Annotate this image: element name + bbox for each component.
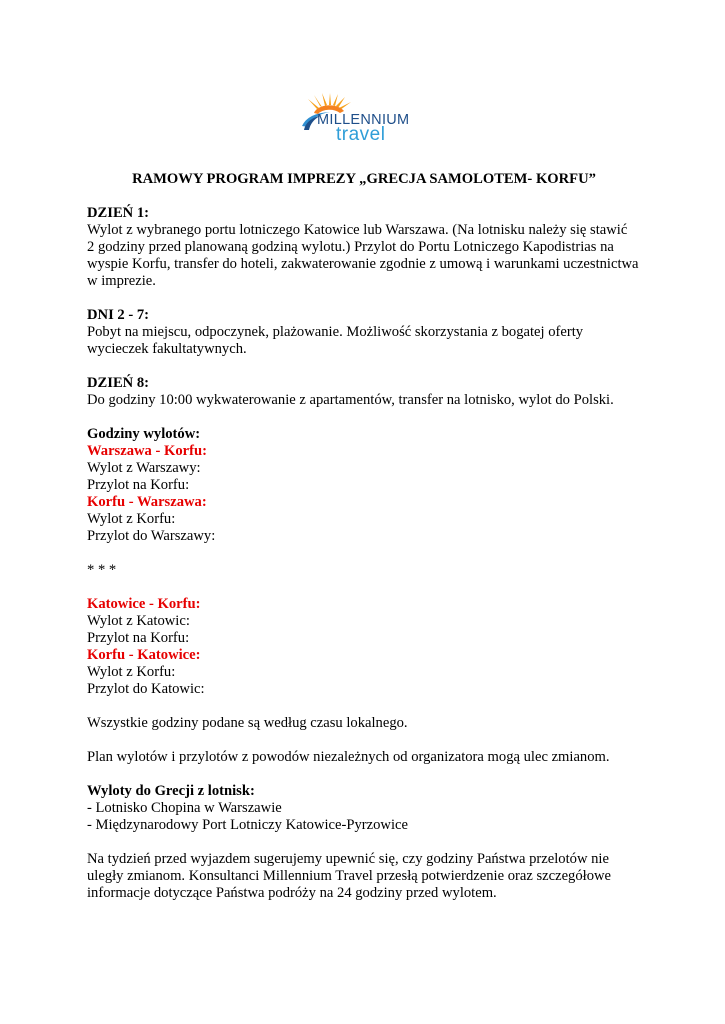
days27-heading: DNI 2 - 7: — [87, 307, 150, 323]
final-line: Na tydzień przed wyjazdem sugerujemy upewnić się, czy godziny Państwa przelotów nie — [87, 851, 609, 867]
flight-line: Przylot na Korfu: — [87, 630, 190, 646]
day8-heading: DZIEŃ 8: — [87, 375, 150, 391]
route-katowice-korfu: Katowice - Korfu: — [87, 596, 201, 612]
day1-heading: DZIEŃ 1: — [87, 205, 150, 221]
day1-line: wyspie Korfu, transfer do hoteli, zakwaterowanie zgodnie z umową i warunkami uczestnictwa — [87, 256, 639, 272]
days27-line: Pobyt na miejscu, odpoczynek, plażowanie. Możliwość skorzystania z bogatej oferty — [87, 324, 584, 340]
flight-line: Wylot z Korfu: — [87, 511, 176, 527]
flight-line: Przylot na Korfu: — [87, 477, 190, 493]
flight-line: Wylot z Korfu: — [87, 664, 176, 680]
route-korfu-katowice: Korfu - Katowice: — [87, 647, 201, 663]
document-body — [87, 171, 647, 902]
flight-line: Przylot do Katowic: — [87, 681, 205, 697]
final-line: informacje dotyczące Państwa podróży na 24 godziny przed wylotem. — [87, 885, 497, 901]
separator: * * * — [87, 562, 117, 578]
days27-line: wycieczek fakultatywnych. — [87, 341, 247, 357]
route-warsaw-korfu: Warszawa - Korfu: — [87, 443, 207, 459]
logo-brand-text: MILLENNIUM — [317, 112, 410, 128]
millennium-travel-logo — [300, 93, 432, 149]
final-line: uległy zmianom. Konsultanci Millennium Travel przesłą potwierdzenie oraz szczegółowe — [87, 868, 612, 884]
route-korfu-warsaw: Korfu - Warszawa: — [87, 494, 207, 510]
flights-heading: Godziny wylotów: — [87, 426, 201, 442]
document-title: RAMOWY PROGRAM IMPREZY „GRECJA SAMOLOTEM- KORFU” — [132, 171, 596, 187]
flight-line: Wylot z Warszawy: — [87, 460, 201, 476]
flight-line: Przylot do Warszawy: — [87, 528, 216, 544]
airports-heading: Wyloty do Grecji z lotnisk: — [87, 783, 255, 799]
day1-line: Wylot z wybranego portu lotniczego Katowice lub Warszawa. (Na lotnisku należy się stawić — [87, 222, 628, 238]
airport-item: - Lotnisko Chopina w Warszawie — [87, 800, 282, 816]
day8-line: Do godziny 10:00 wykwaterowanie z apartamentów, transfer na lotnisko, wylot do Polski. — [87, 392, 614, 408]
logo-sub-text: travel — [336, 124, 386, 145]
local-time-note: Wszystkie godziny podane są według czasu lokalnego. — [87, 715, 408, 731]
day1-line: 2 godziny przed planowaną godziną wylotu.) Przylot do Portu Lotniczego Kapodistrias na — [87, 239, 614, 255]
flight-line: Wylot z Katowic: — [87, 613, 190, 629]
changes-note: Plan wylotów i przylotów z powodów niezależnych od organizatora mogą ulec zmianom. — [87, 749, 610, 765]
day1-line: w imprezie. — [87, 273, 156, 289]
airport-item: - Międzynarodowy Port Lotniczy Katowice-Pyrzowice — [87, 817, 408, 833]
